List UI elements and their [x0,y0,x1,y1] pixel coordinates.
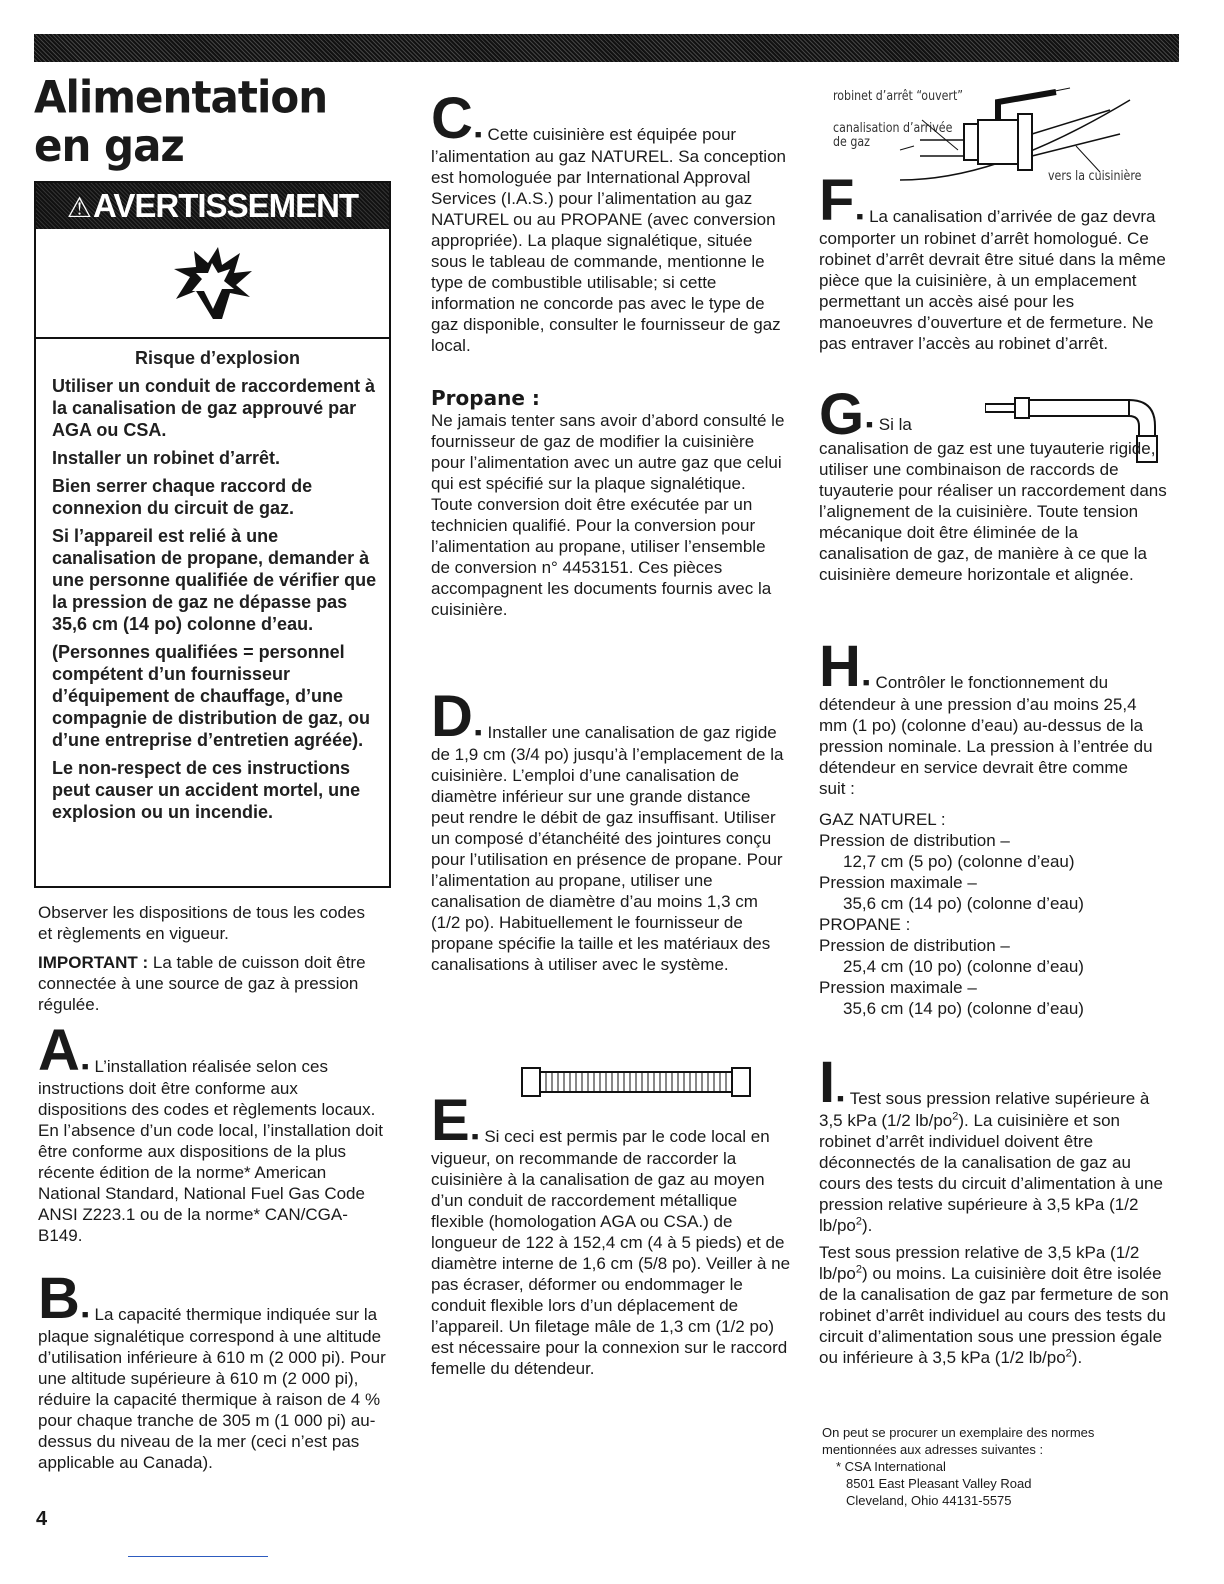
section-letter: H [819,634,861,699]
footer-rule [128,1556,268,1557]
section-letter: E [431,1088,470,1153]
max-pressure-label: Pression maximale – [819,978,977,998]
i-p1b: ). La cuisinière et son robinet d’arrêt individuel doivent être déconnectés de la canalisation de gaz au cours des tests du circuit d’alimentation à une pression relative supérieure à 3,5 kPa (1/2 lb/po [819,1111,1163,1236]
section-e: E ■ Si ceci est permis par le code local en vigueur, on recommande de raccorder la cuisinière à la canalisation de gaz au moyen d’un conduit de raccordement métallique flexible (homologation AGA ou CSA.) de longueur de 122 à 152,4 cm (4 à 5 pieds) et de diamètre interne de 1,6 cm (5/8 po). Veiller à ne pas écraser, déformer ou endommager le conduit flexible lors d’un déplacement de l’appareil. Un filetage mâle de 1,3 cm (1/2 po) est nécessaire pour la connexion sur le raccord femelle du détendeur. [431,1088,791,1379]
section-letter: B [38,1266,80,1331]
i-p2c: ). [1071,1348,1083,1368]
sup: 2 [1065,1347,1072,1360]
warning-line: (Personnes qualifiées = personnel compétent d’un fournisseur d’équipement de chauffage, d’une compagnie de distribution de gaz, ou d’une entreprise d’entretien agréée). [52,642,371,750]
section-a-text: L’installation réalisée selon ces instructions doit être conforme aux dispositions des codes et règlements locaux. En l’absence d’un code local, l’installation doit être conforme aux dispositions de la plus récente édition de la norme* American National Standard, National Fuel Gas Code ANSI Z223.1 ou de la norme* CAN/CGA-B149. [38,1057,383,1246]
risk-title: Risque d’explosion [134,348,301,368]
warning-line: Si l’appareil est relié à une canalisation de propane, demander à une personne qualifiée de vérifier que la pression de gaz ne dépasse pas 35,6 cm (14 po) colonne d’eau. [52,526,377,634]
warning-triangle-icon: ⚠ [66,192,91,223]
distribution-pressure-label: Pression de distribution – [819,831,1010,851]
propane-max-value: 35,6 cm (14 po) (colonne d’eau) [843,999,1084,1019]
footnote-line: On peut se procurer un exemplaire des normes [822,1425,1095,1440]
inlet-label-1: canalisation d’arrivée [833,121,953,136]
section-i: I ■ Test sous pression relative supérieure à 3,5 kPa (1/2 $lb/po^2$). La cuisinière et son robinet d’arrêt individuel doivent être déconnectés de la canalisation de gaz au cours des tests du circuit d’alimentation à une pression relative supérieure à 3,5 kPa (1/2 $lb/po^2$). Test sous pression relative de 3,5 kPa (1/2 $lb/po^2$) ou moins. La cuisinière doit être isolée de la canalisation de gaz par fermeture de son robinet d’arrêt individuel au cours des tests du circuit d’alimentation sous une pression égale ou inférieure à 3,5 kPa (1/2 $lb/po^2$). [819,1050,1169,1368]
section-c: C ■ Cette cuisinière est équipée pour l’alimentation au gaz NATUREL. Sa conception est homologuée par International Approval Services (I.A.S.) pour l’alimentation au gaz NATUREL ou au PROPANE (avec conversion appropriée). La plaque signalétique, située sous le tableau de commande, mentionne le type de combustible utilisable; si cette information ne concorde pas avec le type de gaz disponible, consulter le fournisseur de gaz local. [431,86,786,356]
natural-dist-value: 12,7 cm (5 po) (colonne d’eau) [843,852,1075,872]
warning-text [36,339,389,823]
max-pressure-label: Pression maximale – [819,873,977,893]
section-g: G ■ Si la canalisation de gaz est une tuyauterie rigide, utiliser une combinaison de raccords de tuyauterie pour réaliser un raccordement dans l’alignement de la cuisinière. Toute tension mécanique doit être éliminée de la canalisation de gaz, de manière à ce que la cuisinière demeure horizontale et alignée. [819,392,1169,585]
title-line-2: en gaz [34,119,184,172]
inlet-label-2: de gaz [833,135,870,150]
warning-line: Utiliser un conduit de raccordement à la canalisation de gaz approuvé par AGA ou CSA. [52,376,376,440]
important-label: IMPORTANT : [38,953,149,972]
sup: 2 [855,1215,862,1228]
section-b-text: La capacité thermique indiquée sur la plaque signalétique correspond à une altitude d’utilisation inférieure à 610 m (2 000 pi). Pour une altitude supérieure à 610 m (2 000 pi), réduire la capacité thermique à raison de 4 % pour chaque tranche de 305 m (1 000 pi) au-dessus du niveau de la mer (ceci n’est pas applicable au Canada). [38,1305,386,1473]
section-h: H ■ Contrôler le fonctionnement du détendeur à une pression d’au moins 25,4 mm (1 po) (colonne d’eau) au-dessus de la pression nominale. La pression à l’entrée du détendeur en service devrait être comme suit : GAZ NATUREL : Pression de distribution – 12,7 cm (5 po) (colonne d’eau) Pression maximale – 35,6 cm (14 po) (colonne d’eau) PROPANE : Pression de distribution – 25,4 cm (10 po) (colonne d’eau) Pression maximale – 35,6 cm (14 po) (colonne d’eau) [819,644,1159,1019]
section-letter: F [819,168,855,233]
important-body: La table de cuisson doit être connectée à une source de gaz à pression régulée. [38,953,366,1014]
warning-line: Installer un robinet d’arrêt. [52,448,281,468]
section-f-text: La canalisation d’arrivée de gaz devra comporter un robinet d’arrêt homologué. Ce robinet d’arrêt devrait être situé dans la même pièce que la cuisinière, à un emplacement permettant un accès aisé pour les manoeuvres d’ouverture et de fermeture. Ne pas entraver l’accès au robinet d’arrêt. [819,207,1166,354]
propane-text: Ne jamais tenter sans avoir d’abord consulté le fournisseur de gaz de modifier la cuisinière pour l’alimentation avec un autre gaz que celui qui est spécifié sur la plaque signalétique. Toute conversion doit être exécutée par un technicien qualifié. Pour la conversion pour l’alimentation au propane, utiliser l’ensemble de conversion n° 4453151. Ces pièces accompagnent les documents fournis avec la cuisinière. [431,411,785,619]
warning-heading [36,183,389,229]
warning-line: Le non-respect de ces instructions peut causer un accident mortel, une explosion ou un incendie. [52,758,361,822]
section-c-text: Cette cuisinière est équipée pour l’alimentation au gaz NATUREL. Sa conception est homologuée par International Approval Services (I.A.S.) pour l’alimentation au gaz NATUREL ou au PROPANE (avec conversion appropriée). La plaque signalétique, située sous le tableau de commande, mentionne le type de combustible utilisable; si cette information ne concorde pas avec le type de gaz disponible, consulter le fournisseur de gaz local. [431,125,786,356]
section-d-text: Installer une canalisation de gaz rigide de 1,9 cm (3/4 po) jusqu’à l’emplacement de la cuisinière. L’emploi d’une canalisation de diamètre inférieur sur une grande distance peut rendre le débit de gaz insuffisant. Utiliser un composé d’étanchéité des jointures conçu pour l’utilisation en présence de propane. Pour l’alimentation au propane, utiliser une canalisation de diamètre d’au moins 1,3 cm (1/2 po). Habituellement le fournisseur de propane spécifie la taille et les matériaux des canalisations à utiliser avec le système. [431,723,784,975]
propane-heading: Propane : [431,386,540,410]
shutoff-valve-icon [880,80,1140,190]
section-g-text: canalisation de gaz est une tuyauterie rigide, utiliser une combinaison de raccords de tuyauterie pour réaliser un raccordement dans l’alignement de la cuisinière. Toute tension mécanique doit être éliminée de la canalisation de gaz, de manière à ce que la cuisinière demeure horizontale et alignée. [819,439,1167,584]
section-letter: A [38,1018,80,1083]
flexible-connector-icon [520,1064,752,1100]
title-line-1: Alimentation [34,71,328,124]
i-p2a: Test sous pression relative de 3,5 kPa (1/2 lb/po [819,1243,1140,1284]
section-b: B ■ La capacité thermique indiquée sur la plaque signalétique correspond à une altitude d’utilisation inférieure à 610 m (2 000 pi). Pour une altitude supérieure à 610 m (2 000 pi), réduire la capacité thermique à raison de 4 % pour chaque tranche de 305 m (1 000 pi) au-dessus du niveau de la mer (ceci n’est pas applicable au Canada). [38,1266,386,1473]
section-letter: I [819,1050,836,1115]
section-e-text: Si ceci est permis par le code local en vigueur, on recommande de raccorder la cuisinière à la canalisation de gaz au moyen d’un conduit de raccordement métallique flexible (homologation AGA ou CSA.) de longueur de 122 à 152,4 cm (4 à 5 pieds) et de diamètre interne de 1,6 cm (5/8 po). Veiller à ne pas écraser, déformer ou endommager le conduit flexible lors d’un déplacement de l’appareil. Un filetage mâle de 1,3 cm (1/2 po) est nécessaire pour la connexion sur le raccord femelle du détendeur. [431,1127,791,1379]
footnote-line: 8501 East Pleasant Valley Road [846,1476,1032,1491]
sup: 2 [855,1263,862,1276]
footnote-line: * CSA International [836,1459,946,1474]
section-h-text: Contrôler le fonctionnement du détendeur à une pression d’au moins 25,4 mm (1 po) (colonne d’eau) au-dessus de la pression nominale. La pression à l’entrée du détendeur en service devrait être comme suit : [819,673,1153,799]
warning-box [34,181,391,888]
explosion-icon [36,229,389,337]
i-p1a: Test sous pression relative supérieure à 3,5 kPa (1/2 lb/po [819,1089,1150,1131]
footnote [822,1424,1162,1509]
page-number: 4 [36,1508,48,1530]
section-letter: C [431,86,473,151]
i-p1c: ). [862,1216,873,1236]
section-d: D ■ Installer une canalisation de gaz rigide de 1,9 cm (3/4 po) jusqu’à l’emplacement de la cuisinière. L’emploi d’une canalisation de diamètre inférieur sur une grande distance peut rendre le débit de gaz insuffisant. Utiliser un composé d’étanchéité des jointures conçu pour l’utilisation en présence de propane. Pour l’alimentation au propane, utiliser une canalisation de diamètre d’au moins 1,3 cm (1/2 po). Habituellement le fournisseur de propane spécifie la taille et les matériaux des canalisations à utiliser avec le système. [431,684,784,975]
natural-max-value: 35,6 cm (14 po) (colonne d’eau) [843,894,1084,914]
natural-gas-label: GAZ NATUREL : [819,810,946,830]
warning-line: Bien serrer chaque raccord de connexion du circuit de gaz. [52,476,313,518]
footnote-line: Cleveland, Ohio 44131-5575 [846,1493,1012,1508]
important-text [38,952,378,1015]
distribution-pressure-label: Pression de distribution – [819,936,1010,956]
observe-text: Observer les dispositions de tous les codes et règlements en vigueur. [38,903,365,943]
intro-block [38,902,378,1015]
sup: 2 [952,1110,959,1123]
valve-label: robinet d’arrêt “ouvert” [833,89,964,104]
footnote-line: mentionnées aux adresses suivantes : [822,1442,1044,1457]
section-letter: D [431,684,473,749]
section-g-lead: Si la [878,415,912,434]
header-bar [34,34,1179,62]
section-letter: G [819,382,865,447]
section-f: F ■ La canalisation d’arrivée de gaz devra comporter un robinet d’arrêt homologué. Ce robinet d’arrêt devrait être situé dans la même pièce que la cuisinière, à un emplacement permettant un accès aisé pour les manoeuvres d’ouverture et de fermeture. Ne pas entraver l’accès au robinet d’arrêt. [819,168,1166,354]
i-p2b: ) ou moins. La cuisinière doit être isolée de la canalisation de gaz par fermeture de son robinet d’arrêt individuel au cours des tests du circuit d’alimentation sous une pression égale ou inférieure à 3,5 kPa (1/2 lb/po [819,1264,1169,1368]
section-propane [431,386,786,620]
warning-heading-text: AVERTISSEMENT [93,187,359,224]
propane-dist-value: 25,4 cm (10 po) (colonne d’eau) [843,957,1084,977]
to-range-label: vers la cuisinière [1048,169,1142,184]
propane-label: PROPANE : [819,915,911,935]
section-a: A ■ L’installation réalisée selon ces instructions doit être conforme aux dispositions des codes et règlements locaux. En l’absence d’un code local, l’installation doit être conforme aux dispositions de la plus récente édition de la norme* American National Standard, National Fuel Gas Code ANSI Z223.1 ou de la norme* CAN/CGA-B149. [38,1018,383,1246]
explosion-pictogram [36,229,389,339]
page-title [34,71,384,172]
